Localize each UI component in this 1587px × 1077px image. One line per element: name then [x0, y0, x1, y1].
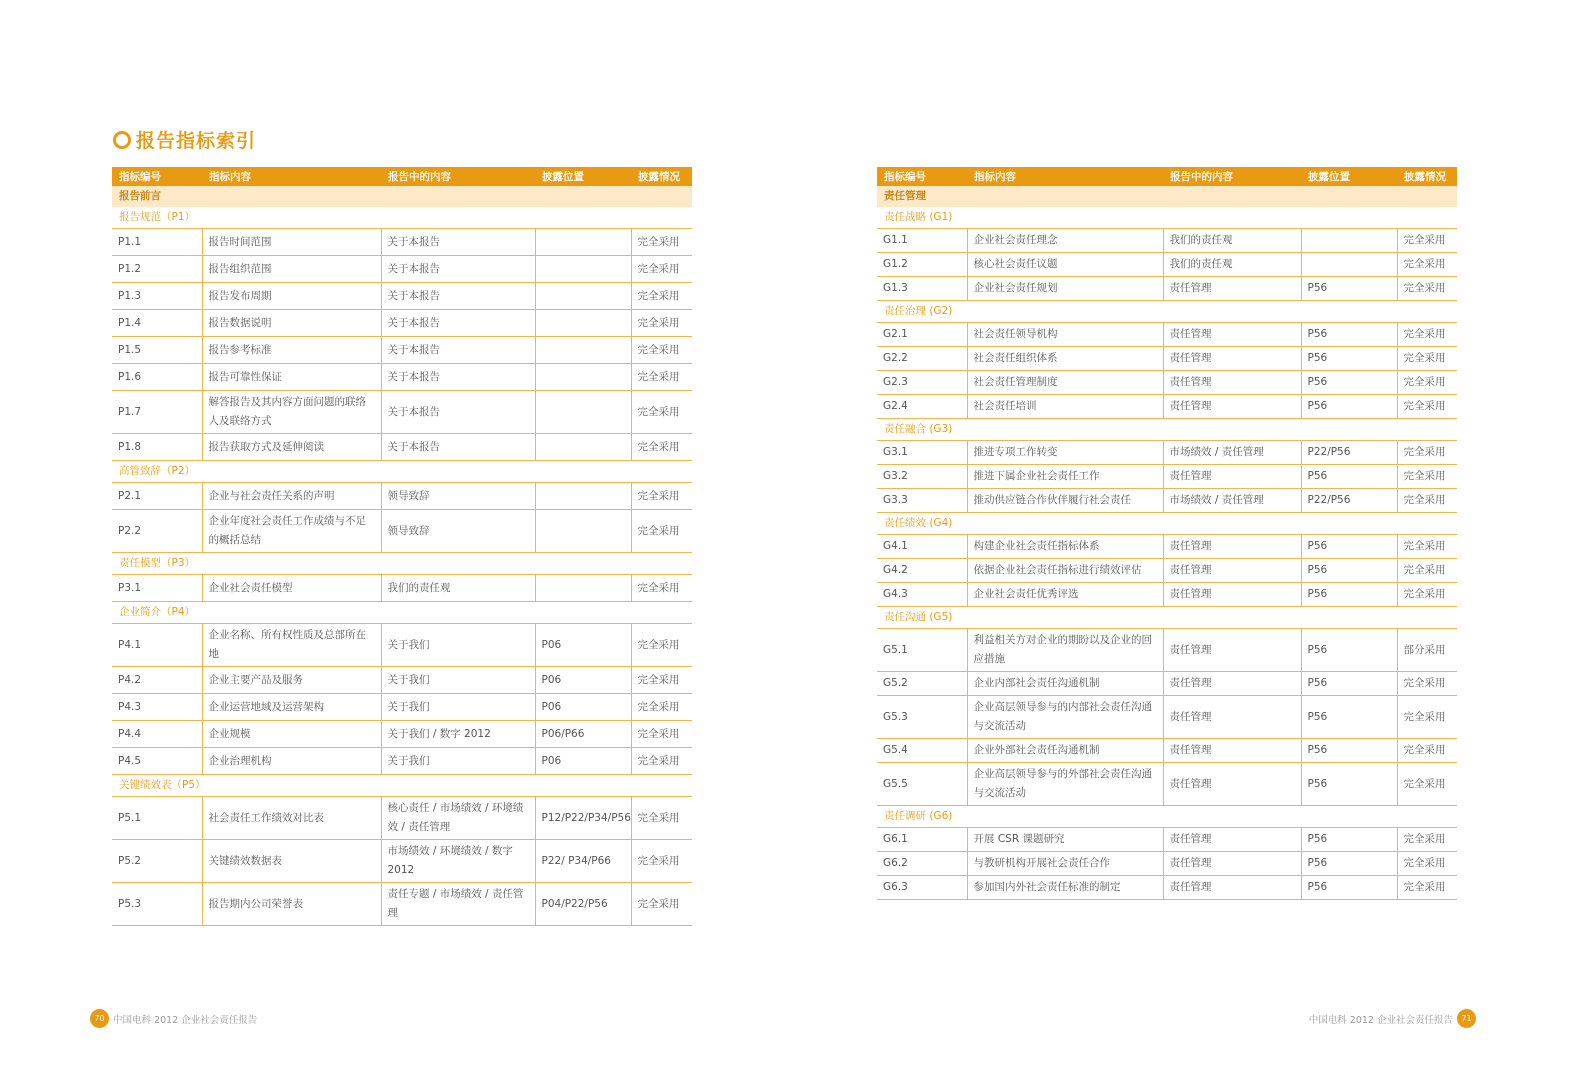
- cell-location: P56: [1301, 323, 1397, 347]
- cell-id: G1.3: [877, 277, 967, 301]
- table-row: [112, 694, 692, 721]
- table-row: [112, 510, 692, 553]
- cell-location: P56: [1301, 395, 1397, 419]
- table-row: [112, 575, 692, 602]
- header-report-content: 报告中的内容: [1163, 167, 1301, 186]
- cell-status: 部分采用: [1397, 629, 1457, 672]
- cell-location: P56: [1301, 852, 1397, 876]
- cell-id: G1.2: [877, 253, 967, 277]
- table-row: [112, 434, 692, 461]
- table-row: [877, 489, 1457, 513]
- cell-location: P06: [535, 748, 631, 775]
- header-location: 披露位置: [535, 167, 631, 186]
- cell-status: 完全采用: [631, 694, 692, 721]
- cell-indicator: 报告可靠性保证: [202, 364, 381, 391]
- cell-indicator: 社会责任组织体系: [967, 347, 1163, 371]
- table-row: [112, 391, 692, 434]
- cell-id: G3.2: [877, 465, 967, 489]
- cell-location: P56: [1301, 535, 1397, 559]
- cell-indicator: 社会责任工作绩效对比表: [202, 797, 381, 840]
- cell-report-content: 责任管理: [1163, 583, 1301, 607]
- cell-report-content: 责任管理: [1163, 828, 1301, 852]
- cell-location: P06/P66: [535, 721, 631, 748]
- cell-location: P06: [535, 624, 631, 667]
- cell-indicator: 开展 CSR 课题研究: [967, 828, 1163, 852]
- cell-report-content: 关于本报告: [381, 434, 535, 461]
- cell-status: 完全采用: [631, 256, 692, 283]
- cell-id: P4.2: [112, 667, 202, 694]
- cell-indicator: 企业社会责任规划: [967, 277, 1163, 301]
- cell-indicator: 企业社会责任理念: [967, 229, 1163, 253]
- cell-report-content: 责任专题 / 市场绩效 / 责任管理: [381, 883, 535, 926]
- cell-report-content: 关于本报告: [381, 391, 535, 434]
- cell-status: 完全采用: [1397, 323, 1457, 347]
- cell-location: P22/P56: [1301, 489, 1397, 513]
- group-label: 责任战略 (G1): [877, 207, 1457, 229]
- header-status: 披露情况: [1397, 167, 1457, 186]
- cell-report-content: 关于我们 / 数字 2012: [381, 721, 535, 748]
- table-row: [877, 229, 1457, 253]
- cell-id: P3.1: [112, 575, 202, 602]
- cell-id: G5.1: [877, 629, 967, 672]
- cell-id: G5.4: [877, 739, 967, 763]
- cell-location: [535, 483, 631, 510]
- cell-id: G4.2: [877, 559, 967, 583]
- cell-indicator: 企业名称、所有权性质及总部所在地: [202, 624, 381, 667]
- cell-location: P56: [1301, 629, 1397, 672]
- page-title-text: 报告指标索引: [136, 130, 257, 152]
- cell-id: G3.3: [877, 489, 967, 513]
- cell-indicator: 企业规模: [202, 721, 381, 748]
- footer-report-name: 中国电科 2012 企业社会责任报告: [113, 1014, 258, 1026]
- cell-status: 完全采用: [1397, 672, 1457, 696]
- cell-report-content: 我们的责任观: [1163, 229, 1301, 253]
- cell-status: 完全采用: [1397, 828, 1457, 852]
- group-row: [877, 207, 1457, 229]
- group-label: 责任绩效 (G4): [877, 513, 1457, 535]
- cell-report-content: 责任管理: [1163, 739, 1301, 763]
- cell-report-content: 责任管理: [1163, 395, 1301, 419]
- table-row: [112, 721, 692, 748]
- cell-status: 完全采用: [1397, 535, 1457, 559]
- cell-indicator: 关键绩效数据表: [202, 840, 381, 883]
- table-row: [112, 667, 692, 694]
- cell-status: 完全采用: [631, 883, 692, 926]
- cell-id: P1.1: [112, 229, 202, 256]
- group-row: [112, 602, 692, 624]
- cell-status: 完全采用: [631, 434, 692, 461]
- cell-id: G5.2: [877, 672, 967, 696]
- cell-indicator: 企业年度社会责任工作成绩与不足的概括总结: [202, 510, 381, 553]
- cell-location: [535, 229, 631, 256]
- cell-indicator: 报告参考标准: [202, 337, 381, 364]
- table-row: [112, 624, 692, 667]
- group-label: 责任融合 (G3): [877, 419, 1457, 441]
- cell-id: P1.3: [112, 283, 202, 310]
- cell-id: P1.6: [112, 364, 202, 391]
- cell-indicator: 企业治理机构: [202, 748, 381, 775]
- group-row: [877, 513, 1457, 535]
- cell-location: P56: [1301, 583, 1397, 607]
- group-row: [112, 553, 692, 575]
- cell-location: [535, 391, 631, 434]
- section-row: [877, 186, 1457, 207]
- table-row: [112, 840, 692, 883]
- cell-report-content: 关于本报告: [381, 283, 535, 310]
- cell-id: G2.2: [877, 347, 967, 371]
- cell-status: 完全采用: [1397, 277, 1457, 301]
- group-label: 高管致辞（P2）: [112, 461, 692, 483]
- group-row: [112, 461, 692, 483]
- cell-status: 完全采用: [1397, 696, 1457, 739]
- cell-indicator: 报告时间范围: [202, 229, 381, 256]
- cell-location: P56: [1301, 559, 1397, 583]
- group-label: 责任沟通 (G5): [877, 607, 1457, 629]
- table-row: [877, 852, 1457, 876]
- cell-report-content: 关于本报告: [381, 256, 535, 283]
- cell-location: [535, 575, 631, 602]
- header-id: 指标编号: [112, 167, 202, 186]
- cell-status: 完全采用: [631, 229, 692, 256]
- cell-status: 完全采用: [1397, 763, 1457, 806]
- cell-id: G3.1: [877, 441, 967, 465]
- cell-status: 完全采用: [1397, 876, 1457, 900]
- cell-report-content: 关于本报告: [381, 229, 535, 256]
- cell-status: 完全采用: [631, 797, 692, 840]
- table-row: [112, 748, 692, 775]
- table-row: [877, 323, 1457, 347]
- cell-indicator: 推动供应链合作伙伴履行社会责任: [967, 489, 1163, 513]
- cell-indicator: 报告获取方式及延伸阅读: [202, 434, 381, 461]
- cell-id: G2.3: [877, 371, 967, 395]
- cell-indicator: 利益相关方对企业的期盼以及企业的回应措施: [967, 629, 1163, 672]
- cell-status: 完全采用: [1397, 229, 1457, 253]
- cell-indicator: 推进专项工作转变: [967, 441, 1163, 465]
- cell-id: G2.4: [877, 395, 967, 419]
- cell-id: P4.4: [112, 721, 202, 748]
- cell-id: P4.1: [112, 624, 202, 667]
- table-row: [877, 828, 1457, 852]
- header-location: 披露位置: [1301, 167, 1397, 186]
- table-row: [877, 696, 1457, 739]
- left-index-table: [112, 167, 692, 926]
- table-row: [112, 229, 692, 256]
- cell-status: 完全采用: [631, 721, 692, 748]
- cell-location: P56: [1301, 876, 1397, 900]
- cell-indicator: 企业与社会责任关系的声明: [202, 483, 381, 510]
- cell-report-content: 关于我们: [381, 624, 535, 667]
- cell-id: P4.5: [112, 748, 202, 775]
- cell-status: 完全采用: [1397, 253, 1457, 277]
- cell-report-content: 领导致辞: [381, 483, 535, 510]
- cell-indicator: 企业社会责任优秀评选: [967, 583, 1163, 607]
- cell-location: P56: [1301, 277, 1397, 301]
- cell-id: P4.3: [112, 694, 202, 721]
- cell-id: P1.4: [112, 310, 202, 337]
- cell-status: 完全采用: [1397, 559, 1457, 583]
- table-row: [112, 283, 692, 310]
- cell-id: G2.1: [877, 323, 967, 347]
- cell-indicator: 企业高层领导参与的内部社会责任沟通与交流活动: [967, 696, 1163, 739]
- cell-location: P56: [1301, 347, 1397, 371]
- header-content: 指标内容: [967, 167, 1163, 186]
- cell-location: [535, 283, 631, 310]
- cell-indicator: 依据企业社会责任指标进行绩效评估: [967, 559, 1163, 583]
- page-number-badge: 70: [90, 1009, 109, 1028]
- cell-status: 完全采用: [631, 667, 692, 694]
- cell-location: [1301, 253, 1397, 277]
- cell-status: 完全采用: [1397, 371, 1457, 395]
- cell-id: G1.1: [877, 229, 967, 253]
- cell-status: 完全采用: [1397, 465, 1457, 489]
- right-index-table: [877, 167, 1457, 900]
- cell-report-content: 责任管理: [1163, 696, 1301, 739]
- cell-report-content: 责任管理: [1163, 277, 1301, 301]
- table-row: [877, 441, 1457, 465]
- section-row: [112, 186, 692, 207]
- cell-id: P5.1: [112, 797, 202, 840]
- cell-location: P12/P22/P34/P56: [535, 797, 631, 840]
- cell-location: P56: [1301, 371, 1397, 395]
- table-row: [877, 739, 1457, 763]
- group-label: 责任治理 (G2): [877, 301, 1457, 323]
- cell-location: P56: [1301, 696, 1397, 739]
- cell-id: G5.5: [877, 763, 967, 806]
- table-row: [877, 535, 1457, 559]
- cell-report-content: 责任管理: [1163, 559, 1301, 583]
- cell-id: P5.3: [112, 883, 202, 926]
- cell-location: [535, 337, 631, 364]
- cell-report-content: 关于我们: [381, 667, 535, 694]
- table-row: [877, 672, 1457, 696]
- cell-indicator: 企业运营地域及运营架构: [202, 694, 381, 721]
- group-row: [112, 207, 692, 229]
- table-row: [877, 253, 1457, 277]
- cell-status: 完全采用: [631, 391, 692, 434]
- cell-location: [535, 256, 631, 283]
- cell-id: G6.3: [877, 876, 967, 900]
- cell-indicator: 报告期内公司荣誉表: [202, 883, 381, 926]
- table-row: [877, 583, 1457, 607]
- cell-indicator: 构建企业社会责任指标体系: [967, 535, 1163, 559]
- cell-indicator: 社会责任管理制度: [967, 371, 1163, 395]
- cell-report-content: 我们的责任观: [381, 575, 535, 602]
- footer-right: [1309, 1009, 1476, 1028]
- table-row: [112, 797, 692, 840]
- cell-report-content: 关于本报告: [381, 364, 535, 391]
- table-row: [112, 337, 692, 364]
- table-row: [877, 876, 1457, 900]
- cell-location: P06: [535, 667, 631, 694]
- cell-report-content: 关于本报告: [381, 310, 535, 337]
- cell-id: P1.5: [112, 337, 202, 364]
- group-label: 关键绩效表（P5）: [112, 775, 692, 797]
- cell-id: G6.2: [877, 852, 967, 876]
- cell-id: P1.7: [112, 391, 202, 434]
- cell-id: G4.3: [877, 583, 967, 607]
- cell-location: P06: [535, 694, 631, 721]
- cell-id: P5.2: [112, 840, 202, 883]
- cell-status: 完全采用: [1397, 739, 1457, 763]
- table-row: [112, 483, 692, 510]
- cell-indicator: 解答报告及其内容方面问题的联络人及联络方式: [202, 391, 381, 434]
- cell-status: 完全采用: [631, 483, 692, 510]
- cell-status: 完全采用: [631, 575, 692, 602]
- cell-report-content: 责任管理: [1163, 763, 1301, 806]
- cell-report-content: 责任管理: [1163, 629, 1301, 672]
- cell-location: P56: [1301, 763, 1397, 806]
- cell-indicator: 与教研机构开展社会责任合作: [967, 852, 1163, 876]
- group-row: [877, 607, 1457, 629]
- cell-indicator: 推进下属企业社会责任工作: [967, 465, 1163, 489]
- cell-report-content: 核心责任 / 市场绩效 / 环境绩效 / 责任管理: [381, 797, 535, 840]
- cell-indicator: 报告数据说明: [202, 310, 381, 337]
- table-row: [877, 277, 1457, 301]
- cell-indicator: 核心社会责任议题: [967, 253, 1163, 277]
- header-report-content: 报告中的内容: [381, 167, 535, 186]
- cell-location: [535, 310, 631, 337]
- table-row: [112, 883, 692, 926]
- cell-status: 完全采用: [1397, 347, 1457, 371]
- cell-report-content: 责任管理: [1163, 535, 1301, 559]
- table-row: [877, 763, 1457, 806]
- table-row: [112, 310, 692, 337]
- cell-indicator: 企业外部社会责任沟通机制: [967, 739, 1163, 763]
- table-row: [877, 347, 1457, 371]
- cell-status: 完全采用: [1397, 489, 1457, 513]
- table-row: [877, 371, 1457, 395]
- footer-left: [90, 1009, 257, 1028]
- group-label: 责任模型（P3）: [112, 553, 692, 575]
- section-label: 报告前言: [112, 186, 692, 207]
- table-header-row: [112, 167, 692, 186]
- cell-report-content: 责任管理: [1163, 465, 1301, 489]
- cell-location: P22/ P34/P66: [535, 840, 631, 883]
- table-row: [877, 559, 1457, 583]
- cell-id: G4.1: [877, 535, 967, 559]
- cell-id: P2.2: [112, 510, 202, 553]
- cell-indicator: 参加国内外社会责任标准的制定: [967, 876, 1163, 900]
- table-row: [112, 364, 692, 391]
- header-status: 披露情况: [631, 167, 692, 186]
- page-title: [113, 126, 256, 153]
- cell-location: P56: [1301, 672, 1397, 696]
- cell-report-content: 关于我们: [381, 694, 535, 721]
- ring-bullet-icon: [113, 131, 131, 149]
- cell-status: 完全采用: [631, 624, 692, 667]
- cell-id: G5.3: [877, 696, 967, 739]
- cell-report-content: 关于我们: [381, 748, 535, 775]
- cell-id: P2.1: [112, 483, 202, 510]
- section-label: 责任管理: [877, 186, 1457, 207]
- cell-status: 完全采用: [1397, 441, 1457, 465]
- cell-indicator: 社会责任领导机构: [967, 323, 1163, 347]
- cell-location: P56: [1301, 828, 1397, 852]
- cell-report-content: 责任管理: [1163, 371, 1301, 395]
- cell-status: 完全采用: [631, 510, 692, 553]
- cell-indicator: 报告发布周期: [202, 283, 381, 310]
- cell-report-content: 责任管理: [1163, 672, 1301, 696]
- cell-report-content: 市场绩效 / 责任管理: [1163, 489, 1301, 513]
- cell-status: 完全采用: [631, 840, 692, 883]
- page-number-badge: 71: [1457, 1009, 1476, 1028]
- group-row: [112, 775, 692, 797]
- cell-indicator: 企业主要产品及服务: [202, 667, 381, 694]
- table-row: [877, 629, 1457, 672]
- cell-id: P1.2: [112, 256, 202, 283]
- cell-report-content: 市场绩效 / 责任管理: [1163, 441, 1301, 465]
- cell-location: [1301, 229, 1397, 253]
- cell-status: 完全采用: [631, 748, 692, 775]
- cell-indicator: 社会责任培训: [967, 395, 1163, 419]
- cell-location: [535, 510, 631, 553]
- cell-report-content: 责任管理: [1163, 852, 1301, 876]
- cell-indicator: 企业高层领导参与的外部社会责任沟通与交流活动: [967, 763, 1163, 806]
- cell-status: 完全采用: [631, 364, 692, 391]
- group-label: 责任调研 (G6): [877, 806, 1457, 828]
- cell-status: 完全采用: [1397, 583, 1457, 607]
- cell-location: [535, 364, 631, 391]
- table-row: [877, 395, 1457, 419]
- cell-report-content: 市场绩效 / 环境绩效 / 数字 2012: [381, 840, 535, 883]
- cell-status: 完全采用: [631, 310, 692, 337]
- cell-report-content: 责任管理: [1163, 323, 1301, 347]
- group-row: [877, 419, 1457, 441]
- cell-status: 完全采用: [1397, 852, 1457, 876]
- cell-status: 完全采用: [631, 337, 692, 364]
- header-content: 指标内容: [202, 167, 381, 186]
- cell-indicator: 报告组织范围: [202, 256, 381, 283]
- cell-indicator: 企业内部社会责任沟通机制: [967, 672, 1163, 696]
- cell-report-content: 我们的责任观: [1163, 253, 1301, 277]
- cell-location: [535, 434, 631, 461]
- group-row: [877, 806, 1457, 828]
- cell-report-content: 责任管理: [1163, 347, 1301, 371]
- group-label: 报告规范（P1）: [112, 207, 692, 229]
- cell-report-content: 领导致辞: [381, 510, 535, 553]
- cell-id: G6.1: [877, 828, 967, 852]
- cell-report-content: 关于本报告: [381, 337, 535, 364]
- cell-id: P1.8: [112, 434, 202, 461]
- cell-status: 完全采用: [1397, 395, 1457, 419]
- group-row: [877, 301, 1457, 323]
- cell-indicator: 企业社会责任模型: [202, 575, 381, 602]
- cell-status: 完全采用: [631, 283, 692, 310]
- cell-report-content: 责任管理: [1163, 876, 1301, 900]
- cell-location: P56: [1301, 739, 1397, 763]
- group-label: 企业简介（P4）: [112, 602, 692, 624]
- header-id: 指标编号: [877, 167, 967, 186]
- cell-location: P04/P22/P56: [535, 883, 631, 926]
- table-row: [112, 256, 692, 283]
- table-row: [877, 465, 1457, 489]
- footer-report-name: 中国电科 2012 企业社会责任报告: [1308, 1014, 1453, 1026]
- table-header-row: [877, 167, 1457, 186]
- cell-location: P22/P56: [1301, 441, 1397, 465]
- cell-location: P56: [1301, 465, 1397, 489]
